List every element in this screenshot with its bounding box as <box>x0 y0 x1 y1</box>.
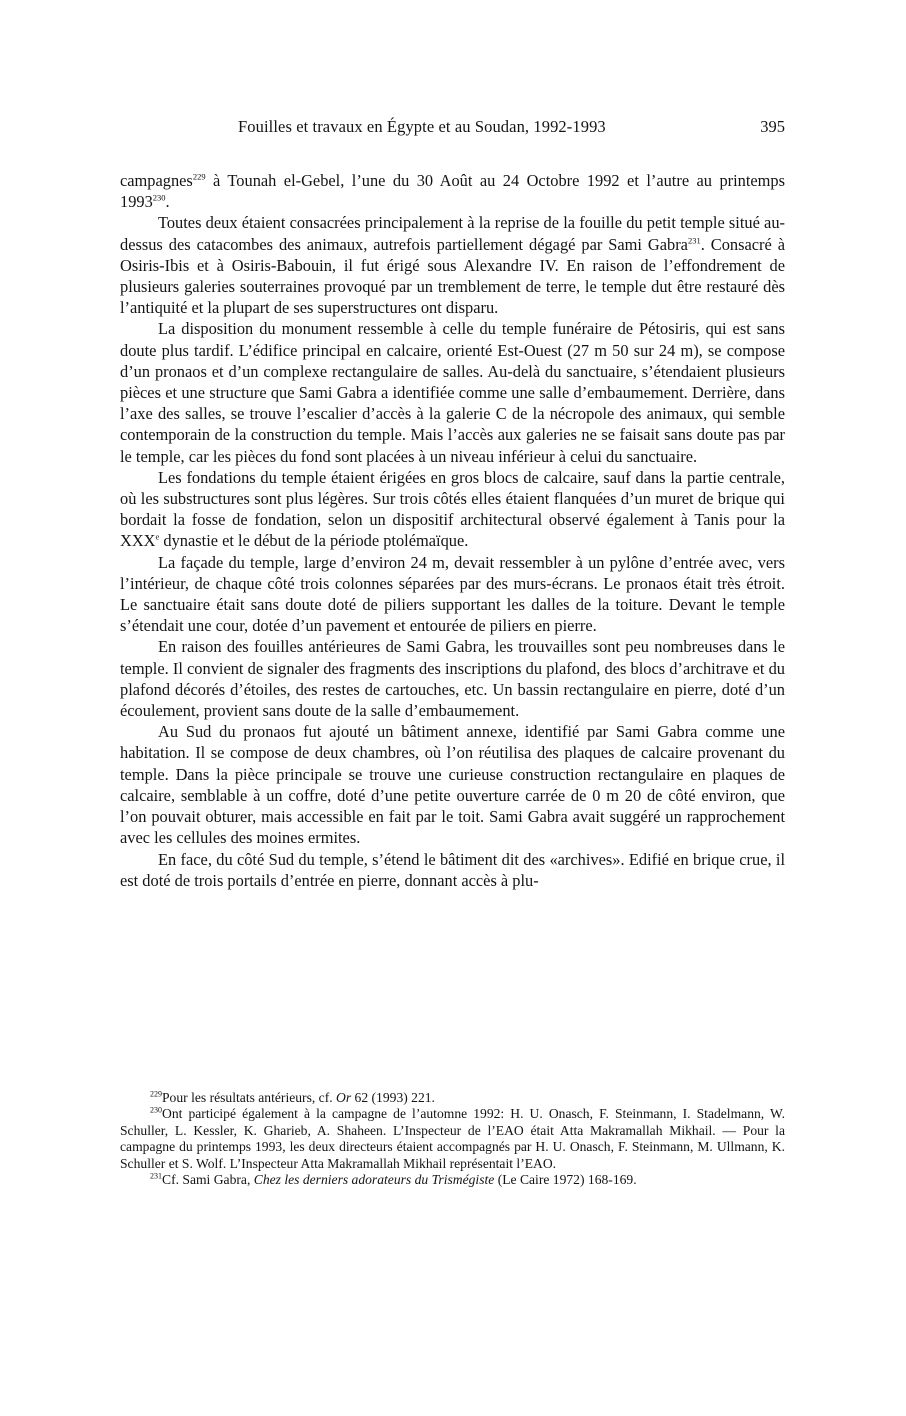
paragraph-3: La disposition du monument ressemble à celle du temple funéraire de Pétosiris, qui est sans doute plus tardif. L’édifice principal en calcaire, orienté Est-Ouest (27 m 50 sur 24 m), se compose d’un pronaos et d’un complexe rectangulaire de salles. Au-delà du sanctuaire, s’étendaient plusieurs pièces et une structure que Sami Gabra a identifiée comme une salle d’embaumement. Derrière, dans l’axe des salles, se trouve l’escalier d’accès à la galerie C de la nécropole des animaux, qui semble contemporain de la construction du temple. Mais l’accès aux galeries ne se faisait sans doute pas par le temple, car les pièces du fond sont placées à un niveau inférieur à celui du sanctuaire. <box>120 319 785 466</box>
paragraph-7: Au Sud du pronaos fut ajouté un bâtiment annexe, identifié par Sami Gabra comme une habitation. Il se compose de deux chambres, où l’on réutilisa des plaques de calcaire provenant du temple. Dans la pièce principale se trouve une curieuse construction rectangulaire en plaques de calcaire, semblable à un coffre, doté d’une petite ouverture carrée de 0 m 20 de côté environ, que l’on pouvait obturer, mais accessible en fait par le toit. Sami Gabra avait suggéré un rapprochement avec les cellules des moines ermites. <box>120 722 785 848</box>
paragraph-4: Les fondations du temple étaient érigées en gros blocs de calcaire, sauf dans la partie centrale, où les substructures sont plus légères. Sur trois côtés elles étaient flanquées d’un muret de brique qui bordait la fosse de fondation, selon un dispositif architectural observé également à Tanis pour la XXXe dynastie et le début de la période ptolémaïque. <box>120 467 785 551</box>
footnote-number: 230 <box>150 1105 162 1115</box>
page-number: 395 <box>760 117 785 136</box>
footnotes <box>120 1090 785 1188</box>
footnote-ref-229[interactable]: 229 <box>192 171 206 182</box>
footnote-number: 229 <box>150 1089 162 1099</box>
footnote-230: $^{230}$Ont participé également à la campagne de l’automne 1992: H. U. Onasch, F. Steinmann, I. Stadelmann, W. Schuller, L. Kessler, K. Gharieb, A. Shaheen. L’Inspecteur de l’EAO était Atta Makramallah Mikhail. — Pour la campagne du printemps 1993, les deux directeurs étaient accompagnés par H. U. Onasch, F. Steinmann, M. Ullmann, K. Schuller et S. Wolf. L’Inspecteur Atta Makramallah Mikhail représentait l’EAO. <box>120 1105 785 1171</box>
footnote-229: $^{229}$Pour les résultats antérieurs, cf. Or 62 (1993) 221. <box>150 1089 435 1105</box>
footnote-231: $^{231}$Cf. Sami Gabra, Chez les derniers adorateurs du Trismégiste (Le Caire 1972) 168-169. <box>150 1171 637 1188</box>
paragraph-2: Toutes deux étaient consacrées principalement à la reprise de la fouille du petit temple situé au-dessus des catacombes des animaux, autrefois partiellement dégagé par Sami Gabra$^{231}$. Consacré à Osiris-Ibis et à Osiris-Babouin, il fut érigé sous Alexandre IV. En raison de l’effondrement de plusieurs galeries souterraines provoqué par un tremblement de terre, le temple dut être restauré dès l’antiquité et la plupart de ses superstructures ont disparu. <box>120 213 785 318</box>
footnote-number: 231 <box>150 1171 162 1181</box>
paragraph-1: campagnes$^{229}$ à Tounah el-Gebel, l’une du 30 Août au 24 Octobre 1992 et l’autre au printemps 1993$^{230}$. <box>120 171 785 212</box>
footnote-ref-230[interactable]: 230 <box>152 192 166 203</box>
main-text <box>120 170 785 891</box>
book-title: Chez les derniers adorateurs du Trismégiste <box>253 1172 495 1188</box>
running-title: Fouilles et travaux en Égypte et au Soudan, 1992-1993 <box>238 117 606 136</box>
running-header <box>120 117 785 143</box>
superscript-e: e <box>155 531 160 542</box>
paragraph-8: En face, du côté Sud du temple, s’étend le bâtiment dit des «archives». Edifié en brique crue, il est doté de trois portails d’entrée en pierre, donnant accès à plu- <box>120 849 785 890</box>
footnote-ref-231[interactable]: 231 <box>687 235 701 246</box>
journal-abbreviation: Or <box>336 1090 352 1105</box>
paragraph-5: La façade du temple, large d’environ 24 m, devait ressembler à un pylône d’entrée avec, vers l’intérieur, de chaque côté trois colonnes séparées par des murs-écrans. Le pronaos était très étroit. Le sanctuaire était sans doute doté de piliers supportant les dalles de la toiture. Devant le temple s’étendait une cour, dotée d’un pavement et entourée de piliers en pierre. <box>120 552 785 636</box>
paragraph-6: En raison des fouilles antérieures de Sami Gabra, les trouvailles sont peu nombreuses dans le temple. Il convient de signaler des fragments des inscriptions du plafond, des blocs d’architrave et du plafond décorés d’étoiles, des restes de cartouches, etc. Un bassin rectangulaire en pierre, doté d’un écoulement, provient sans doute de la salle d’embaumement. <box>120 637 785 721</box>
